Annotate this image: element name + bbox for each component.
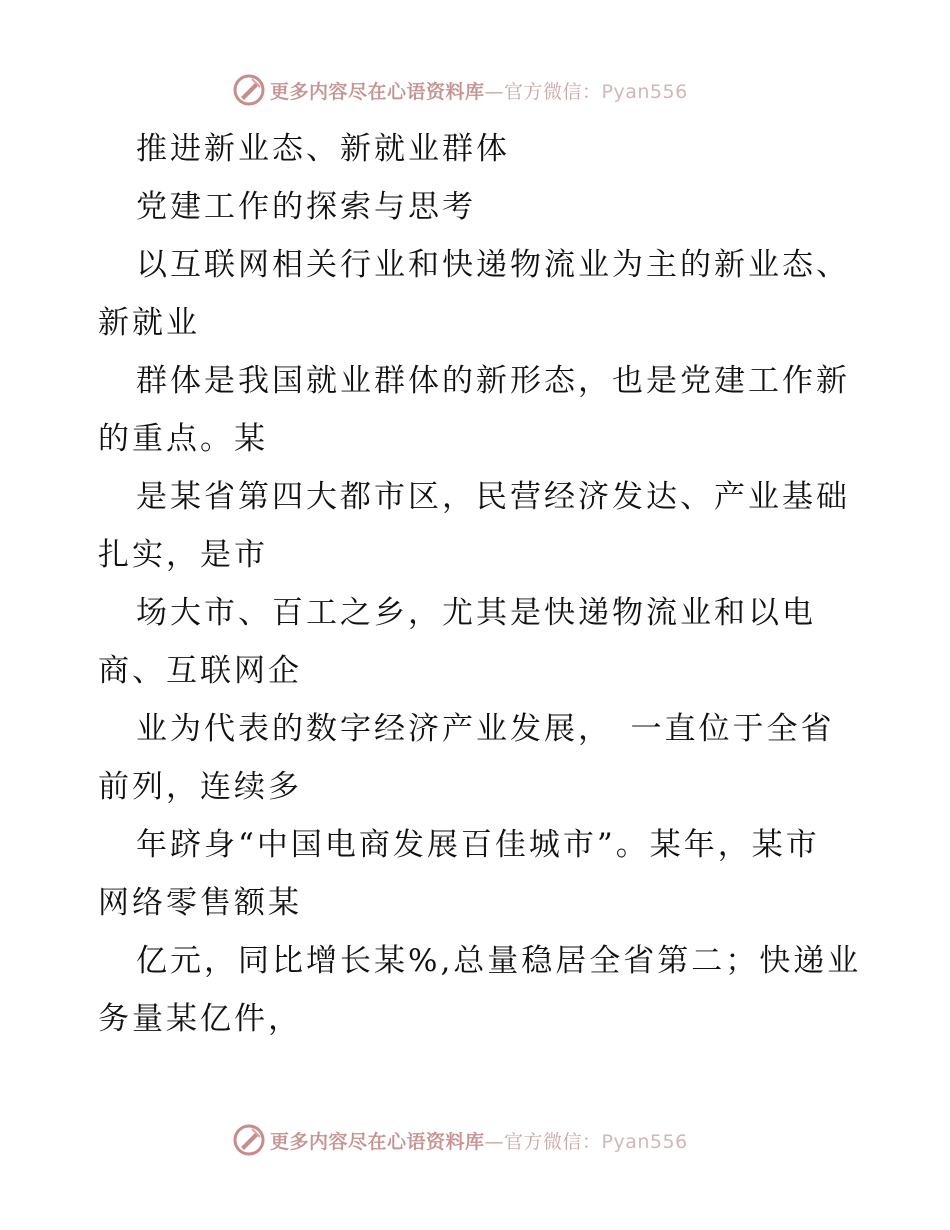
paragraph-line: 业为代表的数字经济产业发展， 一直位于全省	[136, 711, 835, 747]
header-banner-handle: Pyan556	[601, 80, 688, 103]
footer-banner-main: 更多内容尽在心语资料库	[270, 1130, 485, 1153]
footer-banner-text	[270, 1127, 688, 1154]
paragraph-line: 以互联网相关行业和快递物流业为主的新业态、	[136, 247, 850, 283]
header-banner-rest: —官方微信：	[484, 80, 602, 103]
title-line-1: 推进新业态、新就业群体	[136, 131, 510, 167]
header-banner-main: 更多内容尽在心语资料库	[270, 80, 485, 103]
footer-watermark-banner	[232, 1120, 718, 1160]
document-body	[98, 120, 862, 1048]
paragraph-line: 网络零售额某	[98, 885, 302, 921]
paragraph-line: 年跻身“中国电商发展百佳城市”。某年，某市	[136, 827, 820, 863]
paragraph-line: 群体是我国就业群体的新形态，也是党建工作新	[136, 363, 850, 399]
quill-logo-icon	[232, 1123, 266, 1157]
paragraph-line: 商、互联网企	[98, 653, 302, 689]
footer-banner-rest: —官方微信：	[484, 1130, 602, 1153]
paragraph-line: 场大市、百工之乡，尤其是快递物流业和以电	[136, 595, 816, 631]
paragraph-line: 务量某亿件，	[98, 1001, 302, 1037]
paragraph-line: 的重点。某	[98, 421, 268, 457]
footer-banner-handle: Pyan556	[601, 1130, 688, 1153]
quill-logo-icon	[232, 73, 266, 107]
paragraph-line: 是某省第四大都市区，民营经济发达、产业基础	[136, 479, 850, 515]
title-line-2: 党建工作的探索与思考	[136, 189, 476, 225]
paragraph-line: 扎实，是市	[98, 537, 268, 573]
header-watermark-banner	[232, 70, 718, 110]
paragraph-line: 前列，连续多	[98, 769, 302, 805]
header-banner-text	[270, 77, 688, 104]
paragraph-line: 亿元，同比增长某%,总量稳居全省第二；快递业	[136, 943, 862, 979]
paragraph-line: 新就业	[98, 305, 200, 341]
